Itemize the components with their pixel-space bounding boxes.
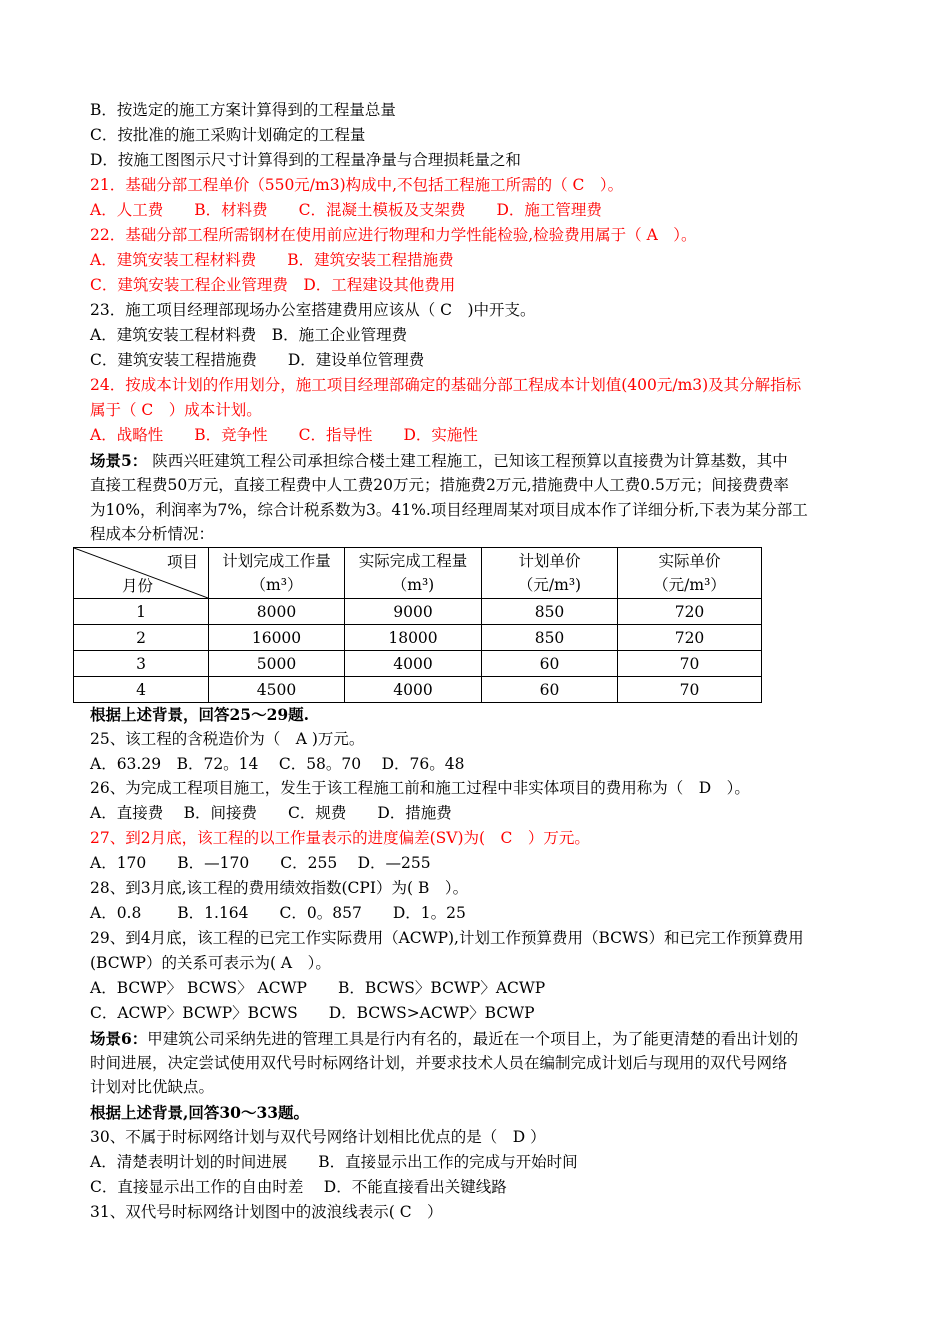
table-cell: 16000 [209, 625, 345, 651]
table-cell: 720 [618, 625, 762, 651]
header-unit: （m³） [250, 576, 303, 594]
question-31: 31、双代号时标网络计划图中的波浪线表示( C ） [90, 1203, 443, 1221]
table-row [74, 651, 762, 677]
corner-label-month: 月份 [122, 577, 154, 595]
table-cell: 70 [618, 651, 762, 677]
header-line: 实际完成工程量 [358, 552, 468, 570]
question-24: 属于（ C ）成本计划。 [90, 401, 262, 419]
question-26-options: A．直接费 B．间接费 C．规费 D．措施费 [90, 804, 452, 822]
header-line: 计划单价 [518, 552, 581, 570]
question-24-options: A．战略性 B．竞争性 C．指导性 D．实施性 [90, 426, 478, 444]
question-30-options: C．直接显示出工作的自由时差 D．不能直接看出关键线路 [90, 1178, 507, 1196]
scenario-5-line [90, 448, 788, 474]
question-28-options: A．0.8 B．1.164 C．0。857 D．1。25 [90, 904, 466, 922]
question-22-options: A．建筑安装工程材料费 B．建筑安装工程措施费 [90, 251, 454, 269]
table-cell: 4000 [345, 651, 482, 677]
table-header-cell [618, 548, 762, 599]
question-25: 25、该工程的含税造价为（ A )万元。 [90, 730, 365, 748]
question-22-options: C．建筑安装工程企业管理费 D．工程建设其他费用 [90, 276, 456, 294]
table-header-cell [345, 548, 482, 599]
question-29: 29、到4月底，该工程的已完工作实际费用（ACWP),计划工作预算费用（BCWS）和已完工作预算费用 [90, 929, 804, 947]
scenario-6-line [90, 1026, 798, 1052]
question-26: 26、为完成工程项目施工，发生于该工程施工前和施工过程中非实体项目的费用称为（ D ）。 [90, 779, 750, 797]
question-21: 21．基础分部工程单价（550元/m3)构成中,不包括工程施工所需的（ C ）。 [90, 176, 624, 194]
table-header-row [74, 548, 762, 599]
question-29-options: C．ACWP〉BCWP〉BCWS D．BCWS>ACWP〉BCWP [90, 1004, 535, 1022]
scenario-text: 甲建筑公司采纳先进的管理工具是行内有名的，最近在一个项目上，为了能更清楚的看出计划的 [147, 1030, 799, 1048]
table-cell: 3 [74, 651, 209, 677]
text-line: B．按选定的施工方案计算得到的工程量总量 [90, 101, 396, 119]
question-29-options: A．BCWP〉 BCWS〉 ACWP B．BCWS〉BCWP〉ACWP [90, 979, 546, 997]
question-28: 28、到3月底,该工程的费用绩效指数(CPI）为( B ）。 [90, 879, 469, 897]
table-cell: 1 [74, 599, 209, 625]
header-unit: （m³) [391, 576, 435, 594]
header-line: 计划完成工作量 [222, 552, 331, 570]
scenario-label: 场景5： [90, 451, 148, 470]
table-cell: 70 [618, 677, 762, 703]
table-cell: 2 [74, 625, 209, 651]
table-cell: 720 [618, 599, 762, 625]
table-cell: 5000 [209, 651, 345, 677]
question-23: 23．施工项目经理部现场办公室搭建费用应该从（ C )中开支。 [90, 301, 536, 319]
corner-label-item: 项目 [166, 553, 198, 571]
table-cell: 60 [482, 677, 618, 703]
question-25-options: A．63.29 B．72。14 C．58。70 D．76。48 [90, 755, 465, 773]
text-line: 程成本分析情况： [90, 525, 215, 543]
text-line: D．按施工图图示尺寸计算得到的工程量净量与合理损耗量之和 [90, 151, 521, 169]
table-corner-cell [74, 548, 209, 599]
table-cell: 850 [482, 599, 618, 625]
table-cell: 4 [74, 677, 209, 703]
cost-analysis-table [73, 547, 762, 703]
question-23-options: C．建筑安装工程措施费 D．建设单位管理费 [90, 351, 425, 369]
question-30-options: A．清楚表明计划的时间进展 B．直接显示出工作的完成与开始时间 [90, 1153, 578, 1171]
text-line: 时间进展，决定尝试使用双代号时标网络计划，并要求技术人员在编制完成计划后与现用的双代号网络 [90, 1054, 788, 1072]
question-27-options: A．170 B．—170 C．255 D．—255 [90, 854, 431, 872]
question-23-options: A．建筑安装工程材料费 B．施工企业管理费 [90, 326, 408, 344]
text-line: 直接工程费50万元，直接工程费中人工费20万元；措施费2万元,措施费中人工费0.5万元；间接费费率 [90, 476, 789, 494]
section-heading: 根据上述背景，回答25～29题. [90, 705, 310, 724]
table-cell: 18000 [345, 625, 482, 651]
header-line: 实际单价 [658, 552, 721, 570]
table-row [74, 599, 762, 625]
scenario-text: 陕西兴旺建筑工程公司承担综合楼土建工程施工，已知该工程预算以直接费为计算基数，其中 [147, 452, 788, 470]
question-27: 27、到2月底，该工程的以工作量表示的进度偏差(SV)为( C ）万元。 [90, 829, 590, 847]
text-line: 计划对比优缺点。 [90, 1078, 215, 1096]
question-30: 30、不属于时标网络计划与双代号网络计划相比优点的是（ D ） [90, 1128, 546, 1146]
question-24: 24．按成本计划的作用划分，施工项目经理部确定的基础分部工程成本计划值(400元/m3)及其分解指标 [90, 376, 802, 394]
section-heading: 根据上述背景,回答30～33题。 [90, 1103, 310, 1122]
header-unit: （元/m³） [653, 576, 726, 594]
table-header-cell [209, 548, 345, 599]
question-21-options: A．人工费 B．材料费 C．混凝土模板及支架费 D．施工管理费 [90, 201, 602, 219]
question-29: (BCWP）的关系可表示为( A ）。 [90, 954, 331, 972]
table-cell: 4500 [209, 677, 345, 703]
table-cell: 850 [482, 625, 618, 651]
text-line: C．按批准的施工采购计划确定的工程量 [90, 126, 366, 144]
table-cell: 9000 [345, 599, 482, 625]
table-row [74, 625, 762, 651]
table-row [74, 677, 762, 703]
header-unit: （元/m³) [517, 576, 582, 594]
text-line: 为10%，利润率为7%，综合计税系数为3。41%.项目经理周某对项目成本作了详细分析,下表为某分部工 [90, 501, 808, 519]
scenario-label: 场景6： [90, 1029, 148, 1048]
question-22: 22．基础分部工程所需钢材在使用前应进行物理和力学性能检验,检验费用属于（ A ）。 [90, 226, 697, 244]
table-cell: 8000 [209, 599, 345, 625]
table-cell: 4000 [345, 677, 482, 703]
table-cell: 60 [482, 651, 618, 677]
table-header-cell [482, 548, 618, 599]
